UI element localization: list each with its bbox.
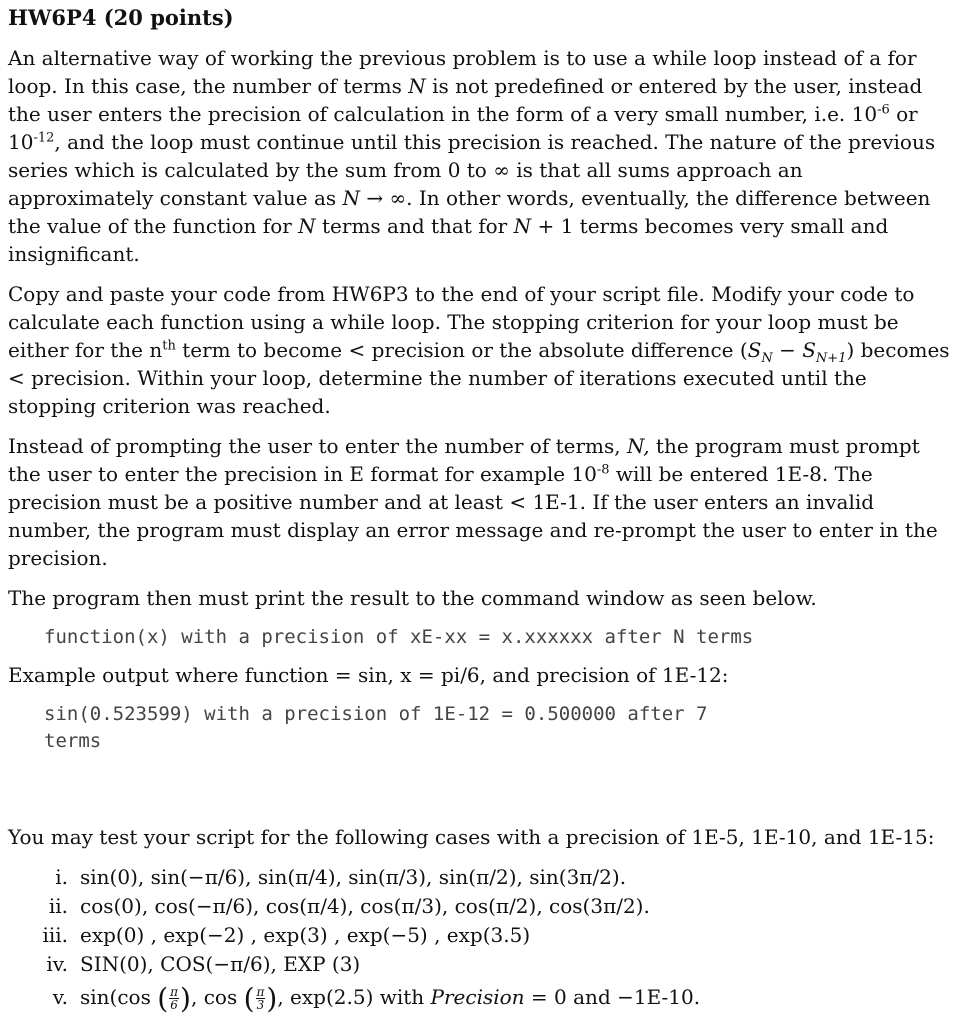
fraction-numerator: π: [170, 985, 179, 999]
subscript: N+1: [815, 351, 847, 366]
text: terms and that for: [315, 214, 514, 238]
exponent: -12: [33, 130, 55, 146]
list-text: cos(0), cos(−π/6), cos(π/4), cos(π/3), cos(π/2), cos(3π/2).: [80, 894, 650, 918]
math-n: N: [298, 214, 316, 238]
list-text: [80, 983, 953, 1013]
exponent: -6: [877, 102, 890, 118]
list-number: iii.: [42, 923, 68, 947]
paragraph-instructions: [8, 280, 953, 420]
problem-title: HW6P4 (20 points): [8, 5, 234, 30]
text: ) becomes < precision. Within your loop, determine the number of iterations executed until the stopping criterion was reached.: [8, 338, 950, 418]
superscript: th: [162, 338, 176, 354]
text: = 0 and −1E-10.: [524, 985, 701, 1009]
text: , exp(2.5) with: [277, 985, 431, 1009]
list-item: [8, 921, 953, 950]
list-number: iv.: [46, 952, 68, 976]
text: An alternative way of working the previous problem is to use a while loop instead of a for loop. In this case, the number of terms: [8, 46, 917, 98]
text: , and the loop must continue until this precision is reached. The nature of the previous series which is calculated by the sum from 0 to ∞ is that all sums approach an approximately constant value as: [8, 130, 936, 210]
code-format: function(x) with a precision of xE-xx = x.xxxxxx after N terms: [44, 626, 754, 648]
list-item: [8, 863, 953, 892]
text: or 10: [8, 102, 918, 154]
spacer: [8, 765, 953, 823]
list-number: ii.: [48, 894, 68, 918]
text: + 1 terms becomes very small and insignificant.: [8, 214, 889, 266]
text: Instead of prompting the user to enter the number of terms,: [8, 434, 627, 458]
list-item: [8, 892, 953, 921]
text: Copy and paste your code from HW6P3 to the end of your script file. Modify your code to calculate each function using a while loop. The stopping criterion for your loop must be either for the n: [8, 282, 915, 362]
math-n: N: [408, 74, 426, 98]
text: → ∞. In other words, eventually, the difference between the value of the function for: [8, 186, 931, 238]
list-item: [8, 983, 953, 1013]
math-precision: Precision: [430, 985, 525, 1009]
list-text: exp(0) , exp(−2) , exp(3) , exp(−5) , exp(3.5): [80, 923, 531, 947]
code-example: [8, 701, 953, 755]
math-s: S: [747, 338, 762, 362]
paren-open: (: [157, 982, 169, 1015]
math-s: S: [802, 338, 816, 362]
list-number: i.: [55, 865, 68, 889]
list-item: [8, 950, 953, 979]
math-n: N: [342, 186, 360, 210]
text: the program must prompt the user to enter the precision in E format for example 10: [8, 434, 920, 486]
fraction-numerator: π: [256, 985, 265, 999]
list-text: SIN(0), COS(−π/6), EXP (3): [80, 952, 361, 976]
paren-close: ): [266, 982, 278, 1015]
paragraph-intro: [8, 44, 953, 268]
fraction: [256, 986, 266, 1011]
text: is not predefined or entered by the user, instead the user enters the precision of calculation in the form of a very small number, i.e. 10: [8, 74, 923, 126]
list-text: sin(0), sin(−π/6), sin(π/4), sin(π/3), sin(π/2), sin(3π/2).: [80, 865, 627, 889]
text: , cos: [190, 985, 244, 1009]
text: −: [772, 338, 803, 362]
paragraph-test-cases: You may test your script for the following cases with a precision of 1E-5, 1E-10, and 1E-15:: [8, 825, 935, 849]
fraction-denominator: 3: [256, 998, 265, 1012]
test-case-list: [8, 863, 953, 1013]
paragraph-precision: [8, 432, 953, 572]
code-line: terms: [44, 730, 102, 752]
fraction: [169, 986, 179, 1011]
paren-open: (: [243, 982, 255, 1015]
text: term to become < precision or the absolute difference (: [175, 338, 748, 362]
paragraph-output: The program then must print the result to the command window as seen below.: [8, 586, 817, 610]
code-line: sin(0.523599) with a precision of 1E-12 = 0.500000 after 7: [44, 703, 708, 725]
list-number: v.: [52, 985, 68, 1009]
text: sin(cos: [80, 985, 158, 1009]
paren-close: ): [180, 982, 191, 1015]
fraction-denominator: 6: [170, 998, 178, 1012]
document-page: [8, 4, 953, 1013]
math-n: N,: [626, 434, 650, 458]
paragraph-example: Example output where function = sin, x = pi/6, and precision of 1E-12:: [8, 663, 729, 687]
text: will be entered 1E-8. The precision must be a positive number and at least < 1E-1. If the user enters an invalid number, the program must display an error message and re-prompt the user to enter in the precision.: [8, 462, 938, 570]
exponent: -8: [596, 462, 610, 478]
subscript: N: [761, 351, 773, 366]
math-n: N: [513, 214, 532, 238]
